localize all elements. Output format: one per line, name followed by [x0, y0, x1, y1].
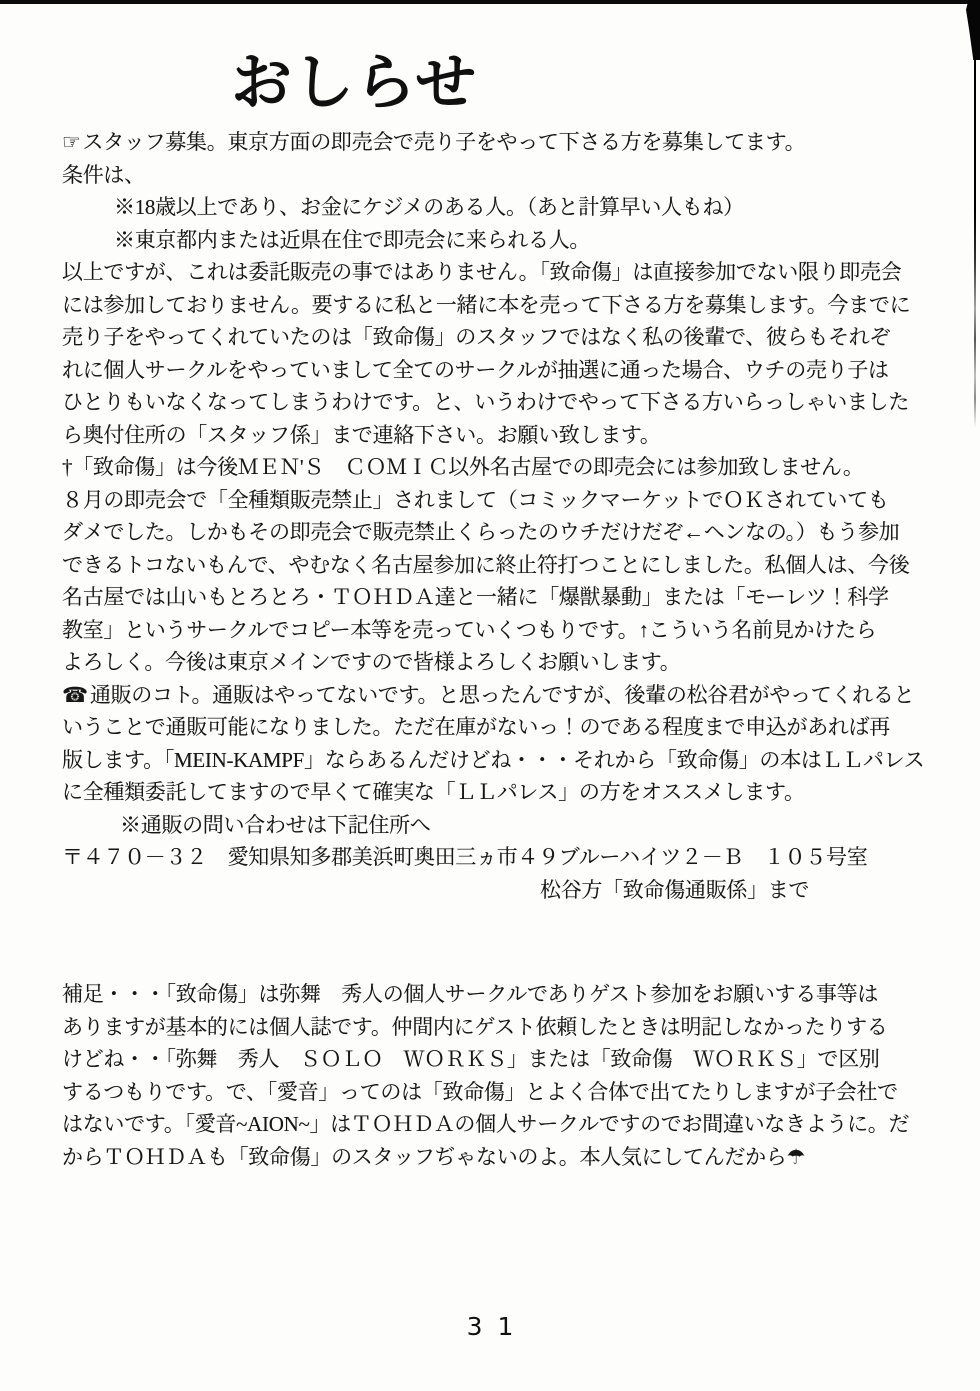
- mail-order-line: に全種類委託してますので早くて確実な「ＬＬパレス」の方をオススメします。: [62, 780, 805, 804]
- supplement-line: けどね・・「弥舞 秀人 ＳＯＬＯ ＷＯＲＫＳ」または「致命傷 ＷＯＲＫＳ」で区別: [62, 1047, 880, 1071]
- staff-body-line: ひとりもいなくなってしまうわけです。と、いうわけでやって下さる方いらっしゃいました: [62, 390, 910, 414]
- nagoya-section-line: ダメでした。しかもその即売会で販売禁止くらったのウチだけだぞ←ヘンなの。）もう参加: [62, 520, 900, 544]
- scan-artifact-corner-blob: [966, 0, 980, 60]
- staff-recruit-intro-text: スタッフ募集。東京方面の即売会で売り子をやって下さる方を募集してます。: [82, 130, 806, 154]
- postal-address-recipient: 松谷方「致命傷通販係」まで: [540, 877, 810, 902]
- nagoya-section-line: できるトコないもんで、やむなく名古屋参加に終止符打つことにしました。私個人は、今後: [62, 552, 910, 577]
- nagoya-section-line: よろしく。今後は東京メインですので皆様よろしくお願いします。: [62, 650, 681, 674]
- staff-body-line: 以上ですが、これは委託販売の事ではありません。「致命傷」は直接参加でない限り即売会: [62, 260, 902, 284]
- supplement-line: はないです。「愛音~AION~」はＴＯＨＤＡの個人サークルですのでお間違いなきように。だ: [62, 1112, 910, 1136]
- conditions-label: 条件は、: [62, 162, 145, 187]
- pointing-hand-icon: ☞: [62, 130, 81, 154]
- condition-item: ※18歳以上であり、お金にケジメのある人。（あと計算早い人もね）: [114, 195, 744, 219]
- condition-item: ※東京都内または近県在住で即売会に来られる人。: [114, 227, 591, 252]
- notice-body: [62, 126, 925, 1173]
- nagoya-section-line: 名古屋では山いもとろとろ・ＴＯＨＤＡ達と一緒に「爆獣暴動」または「モーレツ！科学: [62, 585, 889, 609]
- mail-order-intro-line: [62, 679, 915, 712]
- mail-order-line: いうことで通販可能になりました。ただ在庫がないっ！のである程度まで申込があれば再: [62, 715, 890, 739]
- postal-address-line: 〒４７０－３２ 愛知県知多郡美浜町奥田三ヵ市４９ブルーハイツ２－Ｂ １０５号室: [62, 845, 868, 869]
- staff-body-line: れに個人サークルをやっていまして全てのサークルが抽選に通った場合、ウチの売り子は: [62, 357, 889, 382]
- supplement-line: 補足・・・「致命傷」は弥舞 秀人の個人サークルでありゲスト参加をお願いする事等は: [62, 982, 879, 1006]
- page-title: おしらせ: [231, 50, 478, 117]
- nagoya-section-line: ８月の即売会で「全種類販売禁止」されまして（コミックマーケットでＯＫされていても: [62, 487, 889, 512]
- supplement-last-text: からＴＯＨＤＡも「致命傷」のスタッフぢゃないのよ。本人気にしてんだから: [62, 1144, 787, 1169]
- staff-recruit-intro-line: [62, 126, 908, 159]
- staff-body-line: ら奥付住所の「スタッフ係」まで連絡下さい。お願い致します。: [62, 422, 661, 447]
- supplement-line: ありますが基本的には個人誌です。仲間内にゲスト依頼したときは明記しなかったりする: [62, 1014, 888, 1039]
- mail-order-inquiry-note: ※通販の問い合わせは下記住所へ: [120, 812, 431, 837]
- nagoya-section-line: †「致命傷」は今後ＭＥＮ'Ｓ ＣＯＭＩＣ以外名古屋での即売会には参加致しません。: [62, 455, 864, 479]
- mail-order-line: 版します。「MEIN-KAMPF」ならあるんだけどね・・・それから「致命傷」の本はＬＬパレス: [62, 747, 925, 772]
- supplement-line: するつもりです。で、「愛音」ってのは「致命傷」とよく合体で出てたりしますが子会社で: [62, 1079, 898, 1104]
- scan-artifact-top-edge: [0, 0, 980, 4]
- nagoya-section-line: 教室」というサークルでコピー本等を売っていくつもりです。↑こういう名前見かけたら: [62, 617, 877, 642]
- page-number: 31: [466, 1312, 529, 1341]
- staff-body-line: 売り子をやってくれていたのは「致命傷」のスタッフではなく私の後輩で、彼らもそれぞ: [62, 325, 891, 349]
- staff-body-line: には参加しておりません。要するに私と一緒に本を売って下さる方を募集します。今までに: [62, 292, 911, 317]
- umbrella-icon: ☂: [786, 1144, 806, 1169]
- scan-artifact-right-streak: [974, 56, 976, 428]
- mail-order-intro-text: 通販のコト。通販はやってないです。と思ったんですが、後輩の松谷君がやってくれると: [89, 682, 915, 707]
- telephone-icon: ☎: [62, 682, 88, 707]
- supplement-last-line: [62, 1141, 908, 1174]
